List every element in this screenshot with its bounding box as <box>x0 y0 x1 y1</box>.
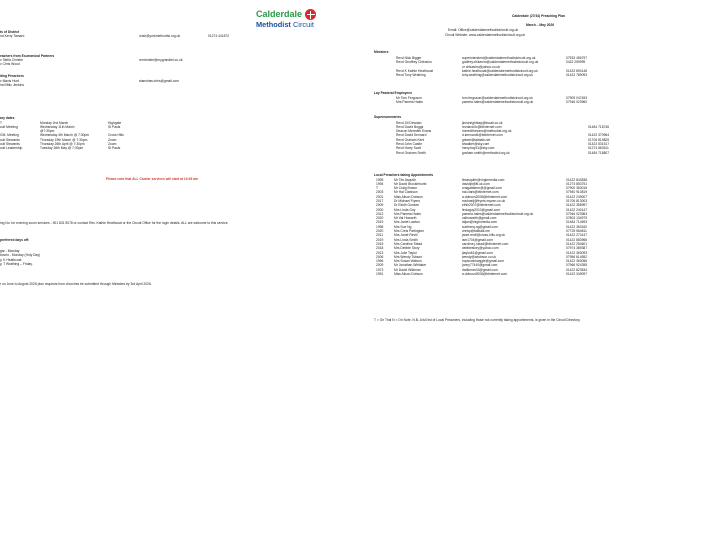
visiting-row-email[interactable]: stanshaw.chris@gmail.com <box>139 78 179 83</box>
local-preacher-row-name: Mrs Linda Smith <box>394 237 418 242</box>
supernumerary-row-email[interactable]: jimsinrightbay@tiscali.co.uk <box>462 120 503 125</box>
district-contact-phone: 01274 441872 <box>208 34 230 38</box>
local-preacher-row-email[interactable]: pamela.hales@calderdalemethodistcircuit.org.uk <box>462 211 534 216</box>
local-preacher-row-name: Mrs Chris Partington <box>394 229 425 234</box>
local-preacher-row-phone: 07900 353016 <box>566 186 588 191</box>
minister-row-phone: 01422 789093 <box>566 73 588 78</box>
supernumerary-row-name: Revd David Kennard <box>396 133 427 138</box>
local-preacher-row-year: 1998 <box>376 224 384 229</box>
date-row-event: T <box>0 120 3 125</box>
logo-top-text: Calderdale <box>256 9 303 19</box>
supernumerary-row-email[interactable]: harry.bay31@sky.com <box>462 146 495 151</box>
lay-row-email[interactable]: tom.ferguson@calderdalemethodistcircuit.org.uk <box>462 96 533 100</box>
circuit-logo <box>256 9 316 39</box>
local-preacher-row-year: 2009 <box>376 263 384 268</box>
date-row-event: cuit Stewards <box>0 137 20 142</box>
preferred-day-_: bovrio - Monday (Holy Day) <box>0 253 41 258</box>
date-row-place: St Pauls <box>108 124 121 129</box>
local-preacher-row-year: 2003 <box>376 190 384 195</box>
minister-row-email[interactable]: kathie.heathcoat@calderdalemethodistcircuit.org.uk <box>462 68 538 73</box>
local-preacher-row-email[interactable]: hopscotchwggle@gmail.com <box>462 259 505 264</box>
local-preacher-row-phone: 01422 843838 <box>566 177 588 182</box>
date-row-place: Zoom <box>108 137 117 142</box>
minister-row-name: Revd K Kathie Heathcoat <box>396 68 434 73</box>
local-preacher-row-phone: 01422 273147 <box>566 233 588 238</box>
cross-icon <box>305 9 316 20</box>
supernumerary-row-phone: 01484 718746 <box>588 124 610 129</box>
supernumerary-row-name: Revd Graham Smith <box>396 150 426 155</box>
local-preacher-row-email[interactable]: a.dobson2008@btinternet.com <box>462 272 508 277</box>
local-preacher-row-email[interactable]: lindaguy2010@gmail.com <box>462 207 500 212</box>
supernumerary-row-email[interactable]: meredithevans@methodist.org.uk <box>462 129 512 134</box>
visiting-heading: iting Preachers <box>0 74 24 78</box>
lay-row-phone: 07946 023960 <box>566 100 588 105</box>
minister-row <box>396 73 636 77</box>
local-preacher-row-phone: 07966 924355 <box>566 263 588 268</box>
local-preacher-row-name: Mrs Sue Ng <box>394 224 412 229</box>
local-preacher-row-email[interactable]: lsm1704@gmail.com <box>462 237 493 242</box>
local-preacher-row-name: Mrs Janet Lawton <box>394 220 421 225</box>
local-preacher-row-phone: 01422 883966 <box>566 237 588 242</box>
supernumerary-row-email[interactable]: revdavid.b@btinternet.com <box>462 124 502 129</box>
local-preacher-row-name: Dr Michael Fryers <box>394 198 421 203</box>
local-preacher-row-phone: 01422 363093 <box>566 250 588 255</box>
local-preacher-row-name: Mrs Julie Taylor <box>394 250 417 255</box>
local-preacher-row-phone: 07940 910819 <box>566 190 588 195</box>
local-preachers-heading: Local Preachers taking Appointments <box>374 172 434 177</box>
supernumeraries-table <box>396 121 636 155</box>
visiting-row-name: v Mavis Hunt <box>0 78 20 83</box>
minister-row-name: Revd Nick Bigger <box>396 56 422 60</box>
dates-list <box>0 121 250 151</box>
local-preacher-row-email[interactable]: wendy@wtobson.co.uk <box>462 254 496 259</box>
preferred-day-_: gar - Monday <box>0 249 20 253</box>
local-preacher-row-phone: 01274 853751 <box>566 181 588 186</box>
preferred-days-list <box>0 249 200 266</box>
supernumerary-row-phone: 01706 819825 <box>588 137 610 142</box>
local-preacher-row-name: Miss Alison Dobson <box>394 194 423 199</box>
supernumerary-row <box>396 151 636 155</box>
local-preacher-row-year: 2001 <box>376 194 384 199</box>
local-preacher-row-email[interactable]: dwilkman43@gmail.com <box>462 267 498 272</box>
local-preacher-row-year: 2013 <box>376 250 384 255</box>
preferred-day <box>0 262 200 266</box>
supernumerary-row-email[interactable]: graham.smith@methodist.org.uk <box>462 150 510 155</box>
circuit-website[interactable]: Circuit Website: www.calderdalemethodistcircuit.org.uk <box>445 32 526 37</box>
supernumerary-row-phone: 01422 831517 <box>588 141 610 146</box>
preferred-day-_: y, K Heathcoat <box>0 257 22 262</box>
ecumenical-row-name: v Chris Wood <box>0 62 20 67</box>
minister-row-name: Revd Tony Wrathing <box>396 73 426 78</box>
local-preacher-row-name: Mr David Brocklehurst <box>394 181 427 186</box>
supernumerary-row-name: Revd John Castle <box>396 141 423 146</box>
local-preacher-row-email[interactable]: suefreeq.ng@gmail.com <box>462 224 498 229</box>
ecumenical-row-name: v Stella Christie <box>0 58 23 62</box>
supernumerary-row-email[interactable]: d.kennard4@btinternet.com <box>462 133 503 138</box>
date-row-place: Highgate <box>108 120 122 125</box>
lay-table <box>396 96 636 105</box>
visiting-list <box>0 79 240 88</box>
local-preacher-row-email[interactable]: davidjb@ltl.uk.com <box>462 181 490 186</box>
local-preacher-row-name: Miss Alison Dobson <box>394 272 423 277</box>
supernumerary-row-name: Revd Graham Kent <box>396 137 425 142</box>
local-preacher-row-year: T <box>376 186 379 191</box>
date-row-event: cuit Leadership <box>0 146 23 151</box>
local-preacher-row-phone: 07803 134979 <box>566 216 588 221</box>
local-preacher-row-phone: 07946 023964 <box>566 211 588 216</box>
local-preacher-row-phone: 01422 249007 <box>566 194 588 199</box>
local-preacher-row-phone: 01422 355997 <box>566 203 588 208</box>
lay-row-phone: 07909 047453 <box>566 96 588 100</box>
local-preacher-row-name: Dr Ekidh Gunsen <box>394 203 420 208</box>
local-preacher-row-email[interactable]: elhih2007@btinternet.com <box>462 203 501 208</box>
minister-row-email[interactable]: superintendent@calderdalemethodistcircuit.org.uk <box>462 56 536 60</box>
minister-row-email[interactable]: tony.wrathing@calderdalemethodistcircuit.org.uk <box>462 73 533 78</box>
local-preacher-row-phone: 07725 564811 <box>566 229 587 234</box>
date-row-place: Zoom <box>108 141 117 146</box>
zoom-booking-note: ing No. for evening zoom services - 901 831 5078 or contact Rev. Kathie Heathcoat or the Circuit Office for the login details. ALL are welcome to this service. <box>0 221 229 225</box>
local-preacher-row-email[interactable]: caroline.j.stead@btinternet.com <box>462 241 509 246</box>
supernumerary-row-name: Revd Jill Dewdan <box>396 120 422 125</box>
local-preacher-row <box>374 272 636 276</box>
lay-row-name: Mr Tom Ferguson <box>396 96 422 100</box>
local-preacher-row-year: 2019 <box>376 237 384 242</box>
local-preacher-row-year: 1996 <box>376 259 384 264</box>
date-row-date: Monday 2nd March <box>40 120 69 125</box>
local-preacher-row-year: 2012 <box>376 211 384 216</box>
minister-row-email[interactable]: or chikaviro@yahoo.co.uk <box>462 64 500 69</box>
local-preacher-row-year: 2020 <box>376 216 384 221</box>
local-preacher-row-phone: 07974 389387 <box>566 246 588 251</box>
district-contact-email[interactable]: chair@yorkmethodist.org.uk <box>139 34 181 38</box>
local-preacher-row-phone: 07956 614552 <box>566 254 588 259</box>
local-preacher-row-name: Mr Jonathan Whitaker <box>394 263 427 268</box>
local-preacher-row-name: Mr David Wilkman <box>394 267 421 272</box>
local-preacher-row-name: Mrs Debbie Story <box>394 246 420 251</box>
local-preacher-row-year: 2020 <box>376 229 384 234</box>
local-preacher-row-email[interactable]: michaelj@fryers.myzen.co.uk <box>462 198 506 203</box>
local-preacher-row-year: 2009 <box>376 203 384 208</box>
date-row-event: cuit Stewards <box>0 141 20 146</box>
local-preacher-row-name: Mrs Janet Revill <box>394 233 418 238</box>
circuit-email[interactable]: Email: Office@calderdalemethodistcircuit.org.uk <box>448 28 519 32</box>
local-preacher-row-phone: 01422 240147 <box>566 207 588 212</box>
lay-row-name: Mrs Pamela Hales <box>396 100 423 105</box>
local-preacher-row-phone: 01706 813003 <box>566 198 588 203</box>
minister-row-phone: 01422 894146 <box>566 68 588 73</box>
district-contact-name: nd Kerry Tamard <box>0 34 25 38</box>
local-preacher-row-name: Mr Val Howarth <box>394 216 417 221</box>
lay-row <box>396 100 636 104</box>
preferred-days-heading: preferred days off: <box>0 238 30 242</box>
local-preacher-row-phone: 01422 823534 <box>566 267 588 272</box>
ecumenical-row <box>0 62 240 66</box>
date-row-date: @7:30pm <box>40 129 55 134</box>
date-row-event: GM, Meeting <box>0 133 19 138</box>
date-row-place: St Pauls <box>108 146 121 151</box>
local-preachers-footnote: T = On Trial N = On Note. N.B. A full list of Local Preachers, including those not currently taking appointments, is given in the Circuit Directory. <box>374 318 581 322</box>
cluster-notice: Please note that ALL Cluster services will start at 10:45 am <box>106 177 198 181</box>
local-preacher-row-phone: 01422 254601 <box>566 241 588 246</box>
supernumerary-row-phone: 01274 863511 <box>588 146 609 151</box>
minister-row-phone: 0422 259999 <box>566 60 586 65</box>
minister-row-email[interactable]: godfrey.chikaviro@calderdalemethodistcircuit.org.uk <box>462 60 539 65</box>
local-preacher-row-year: 2000 <box>376 207 384 212</box>
local-preacher-row-email[interactable]: a.dobson2008@btinternet.com <box>462 194 508 199</box>
visiting-row <box>0 83 240 87</box>
date-row-event: cuit Meeting <box>0 124 18 129</box>
local-preacher-row-email[interactable]: hal.clark@btinternet.com <box>462 190 499 195</box>
date-row <box>0 146 250 150</box>
local-preacher-row-name: Mrs Wendy Tobson <box>394 254 423 259</box>
plan-period: March – May 2026 <box>526 23 555 27</box>
local-preacher-row-year: 1991 <box>376 272 384 277</box>
local-preacher-row-year: 2019 <box>376 220 384 225</box>
lay-heading: Lay Pastoral Employees <box>374 91 412 95</box>
supernumerary-row-phone: 01484 718807 <box>588 150 610 155</box>
date-row-date: Wednesday 4th March @ 7:30pm <box>40 133 90 138</box>
supernumerary-row-name: Revd Harry Scott <box>396 146 422 151</box>
local-preacher-row-year: 1973 <box>376 267 384 272</box>
lay-row-email[interactable]: pamela.hales@calderdalemethodistcircuit.org.uk <box>462 100 534 105</box>
ecumenical-row-email[interactable]: revchristie@mygrandtel.co.uk <box>139 58 183 62</box>
date-row-date: Wednesday 11th March <box>40 124 75 129</box>
ecumenical-heading: eachers from Ecumenical Partners <box>0 54 55 58</box>
local-preacher-row-year: 2006 <box>376 254 384 259</box>
local-preacher-row-name: Mr Craig Brown <box>394 186 417 191</box>
local-preacher-row-year: 2011 <box>376 233 384 238</box>
supernumerary-row-email[interactable]: grkent@talktalk.net <box>462 137 491 142</box>
local-preacher-row-email[interactable]: jtaylor61@gmail.com <box>462 250 493 255</box>
local-preacher-row-email[interactable]: jonny77440@gmail.com <box>462 263 498 268</box>
plan-title: Calderdale (27/34) Preaching Plan <box>512 14 565 18</box>
supernumerary-row-name: Deacon Meredith Evans <box>396 129 432 134</box>
local-preacher-row-email[interactable]: timasquith@virginmedia.com <box>462 177 505 182</box>
local-preacher-row-email[interactable]: chrisp@talktalk.me <box>462 229 490 234</box>
local-preacher-row-phone: 01422 349097 <box>566 272 588 277</box>
deadline-note: r un June to August 2026 plan requests from churches be submitted through Ministers by 3rd April 2026. <box>0 282 152 286</box>
date-row-date: Thursday 19th March @ 7:30pm <box>40 137 88 142</box>
local-preacher-row-phone: 01484 714693 <box>566 220 588 225</box>
preferred-day-_: y, T Wrathing – Friday. <box>0 261 33 266</box>
local-preacher-row-name: Mrs Linda Guy <box>394 207 416 212</box>
local-preacher-row-year: 2017 <box>376 198 384 203</box>
local-preacher-row-phone: 01422 363160 <box>566 224 588 229</box>
logo-methodist: Methodist <box>256 20 291 29</box>
district-heading: ts of District <box>0 30 20 34</box>
minister-row-phone: 07533 456797 <box>566 56 588 60</box>
local-preacher-row-name: Mr Tim Asquith <box>394 177 416 182</box>
local-preacher-row-email[interactable]: janet.revill@cross-hills.org.uk <box>462 233 505 238</box>
minister-row-name: Revd Geoffrey Chikaviro <box>396 60 432 65</box>
local-preacher-row-email[interactable]: valhowarth@gmail.com <box>462 216 497 221</box>
date-row-date: Tuesday 26th May @ 7:30pm <box>40 146 84 151</box>
ministers-heading: Ministers <box>374 50 389 54</box>
local-preacher-row-name: Mrs Pamela Hales <box>394 211 421 216</box>
local-preacher-row-year: 1994 <box>376 181 384 186</box>
supernumerary-row-email[interactable]: stwalker@sky.com <box>462 141 490 146</box>
local-preacher-row-phone: 01422 363056 <box>566 259 588 264</box>
local-preacher-row-year: 2018 <box>376 246 384 251</box>
local-preacher-row-email[interactable]: craigattainer@@gmail.com <box>462 186 502 191</box>
local-preachers-table <box>374 178 636 277</box>
local-preacher-row-year: 1995 <box>376 177 384 182</box>
visiting-row-name: ind Milic Jenkins <box>0 82 25 87</box>
dates-heading: ary dates <box>0 116 15 120</box>
date-row-place: Cross Hills <box>108 133 124 138</box>
local-preacher-row-name: Mrs Caroline Stead <box>394 241 423 246</box>
logo-circuit: Circuit <box>292 20 314 29</box>
supernumerary-row-phone: 01422 370964 <box>588 133 610 138</box>
supernumeraries-heading: Supernumeraries <box>374 115 402 119</box>
date-row-date: Thursday 26th April @ 7:30pm <box>40 141 85 146</box>
ecumenical-list <box>0 58 240 67</box>
ministers-table <box>396 56 636 77</box>
local-preacher-row-name: Mr Hal Clarkson <box>394 190 418 195</box>
local-preacher-row-email[interactable]: laljan@virginmedia.com <box>462 220 498 225</box>
local-preacher-row-email[interactable]: debbiestory@yahoo.com <box>462 246 499 251</box>
supernumerary-row-name: Revd David Boggs <box>396 124 424 129</box>
local-preacher-row-name: Mrs Susan Watson <box>394 259 422 264</box>
local-preacher-row-year: 2015 <box>376 241 384 246</box>
logo-bottom-text <box>256 20 314 29</box>
